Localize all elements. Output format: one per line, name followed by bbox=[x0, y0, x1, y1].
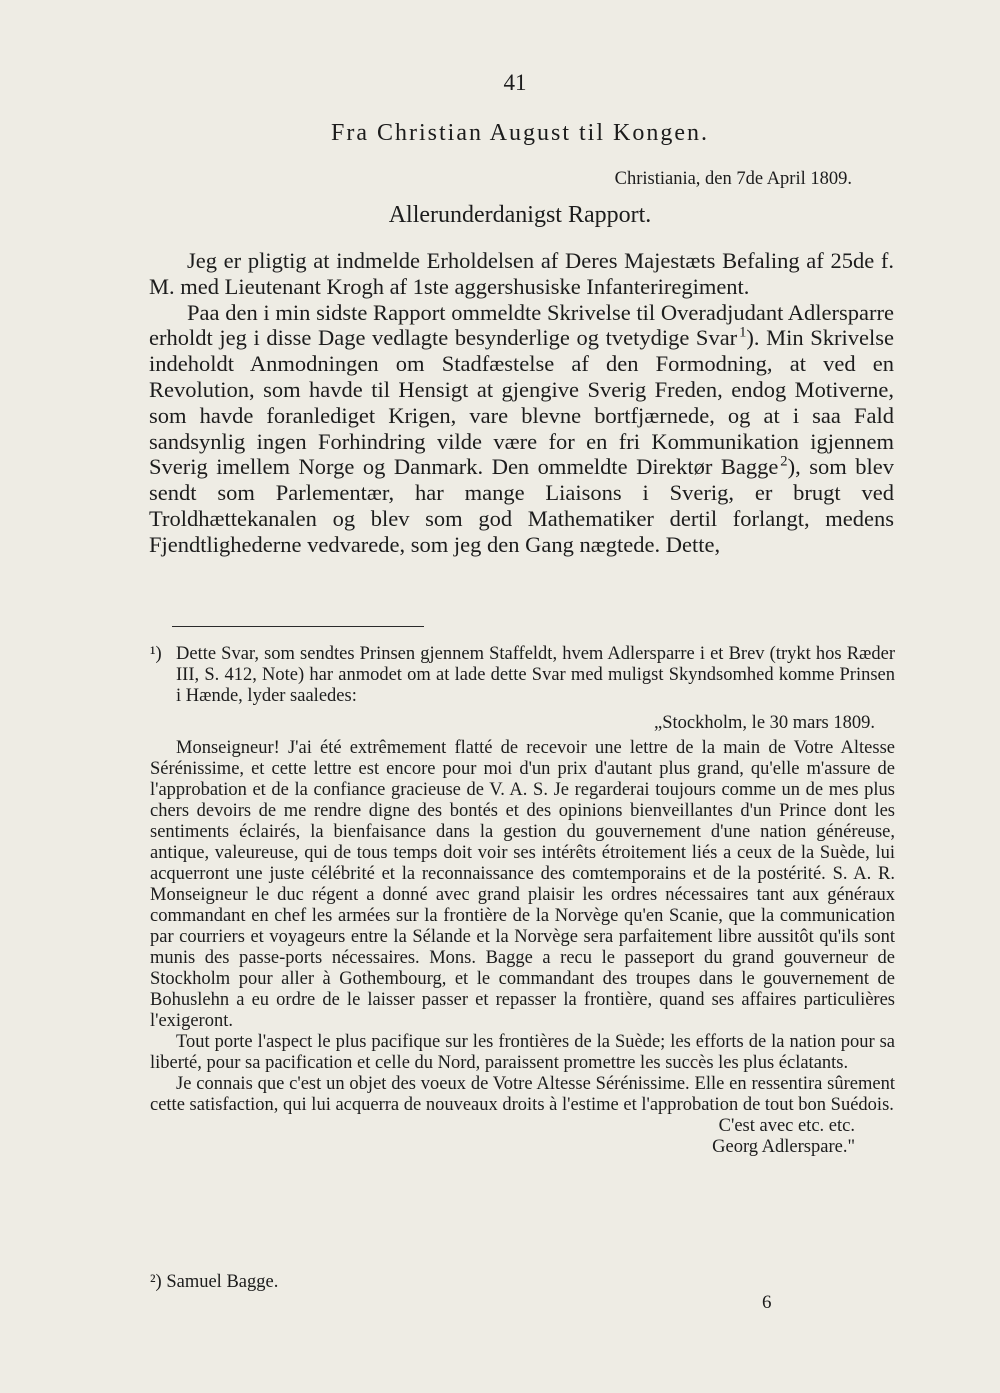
footnote-1-mark: ¹) bbox=[150, 644, 162, 664]
page-heading: Fra Christian August til Kongen. bbox=[331, 120, 709, 146]
paragraph-2: Paa den i min sidste Rapport ommeldte Skrivelse til Overadjudant Adlersparre erholdt jeg i disse Dage vedlagte besynderlige og tvetydige Svar $^1$). Min Skrivelse indeholdt Anmodningen om Stadfæstelse af den Formodning, at ved en Revolution, som havde til Hensigt at gjengive Sverig Freden, endog Motiverne, som havde foranlediget Krigen, vare blevne bortfjærnede, og at i saa Fald sandsynlig ingen Forhindring vilde være for en fri Kommunikation igjennem Sverig imellem Norge og Danmark. Den ommeldte Direktør Bagge $^2$), som blev sendt som Parlementær, har mange Liaisons i Sverig, er brugt ved Troldhættekanalen og blev som god Mathematiker dertil forlangt, medens Fjendtlighederne vedvarede, som jeg den Gang nægtede. Dette, bbox=[149, 299, 894, 557]
report-title: Allerunderdanigst Rapport. bbox=[388, 202, 652, 228]
letter-date: „Stockholm, le 30 mars 1809. bbox=[654, 713, 875, 733]
footnote-divider bbox=[172, 626, 424, 627]
footnote-1-intro: ¹) Dette Svar, som sendtes Prinsen gjennem Staffeldt, hvem Adlersparre i et Brev (trykt hos Ræder III, S. 412, Note) har anmodet om at lade dette Svar med muligst Skyndsomhed komme Prinsen i Hænde, lyder saaledes: bbox=[150, 644, 895, 706]
letter-closing: C'est avec etc. etc. bbox=[718, 1116, 855, 1136]
dateline: Christiania, den 7de April 1809. bbox=[614, 169, 852, 189]
letter-paragraph-2: Tout porte l'aspect le plus pacifique sur les frontières de la Suède; les efforts de la nation pour sa liberté, pour sa pacification et celle du Nord, paraissent promettre les succès les plus éclatants. bbox=[150, 1032, 895, 1073]
main-text bbox=[149, 248, 894, 558]
footnote-2: ²) Samuel Bagge. bbox=[150, 1272, 279, 1292]
page-number: 41 bbox=[503, 70, 527, 95]
paragraph-1: Jeg er pligtig at indmelde Erholdelsen af Deres Majestæts Befaling af 25de f. M. med Lieutenant Krogh af 1ste aggershusiske Infanteriregiment. bbox=[149, 248, 894, 299]
letter-paragraph-3: Je connais que c'est un objet des voeux de Votre Altesse Sérénissime. Elle en ressentira sûrement cette satisfaction, qui lui acquerra de nouveaux droits à l'estime et l'approbation de tout bon Suédois. bbox=[150, 1074, 895, 1115]
footnote-ref-1: 1 bbox=[739, 324, 747, 341]
letter-signature: Georg Adlerspare." bbox=[712, 1137, 855, 1157]
letter-paragraph-1: Monseigneur! J'ai été extrêmement flatté de recevoir une lettre de la main de Votre Altesse Sérénissime, et cette lettre est encore pour moi d'un prix d'autant plus grand, qu'elle m'assure de l'approbation et de la confiance gracieuse de V. A. S. Je regarderai toujours comme un de mes plus chers devoirs de me rendre digne des bontés et des opinions bienveillantes d'un Prince dont les sentiments éclairés, la bienfaisance dans la gestion du gouvernement d'une nation généreuse, antique, valeureuse, qui de tous temps doit voir ses intérêts étroitement liés a ceux de la Suède, lui acquerront une juste célébrité et la reconnaissance des comtemporains et de la postérité. S. A. R. Monseigneur le duc régent a donné avec grand plaisir les ordres nécessaires tant aux généraux commandant en chef les armées sur la frontière de la Norvège qu'en Scanie, que la communication par courriers et voyageurs entre la Sélande et la Norvège sera parfaitement libre aussitôt qu'ils sont munis des passe-ports nécessaires. Mons. Bagge a recu le passeport du grand gouverneur de Stockholm pour aller à Gothembourg, et le commandant des troupes dans le gouvernement de Bohuslehn a eu ordre de le laisser passer et repasser la frontière, quand ses affaires particulières l'exigeront. bbox=[150, 738, 895, 1031]
footnote-ref-2: 2 bbox=[780, 453, 788, 470]
footnote-1 bbox=[150, 644, 895, 1158]
signature-number: 6 bbox=[762, 1292, 772, 1313]
